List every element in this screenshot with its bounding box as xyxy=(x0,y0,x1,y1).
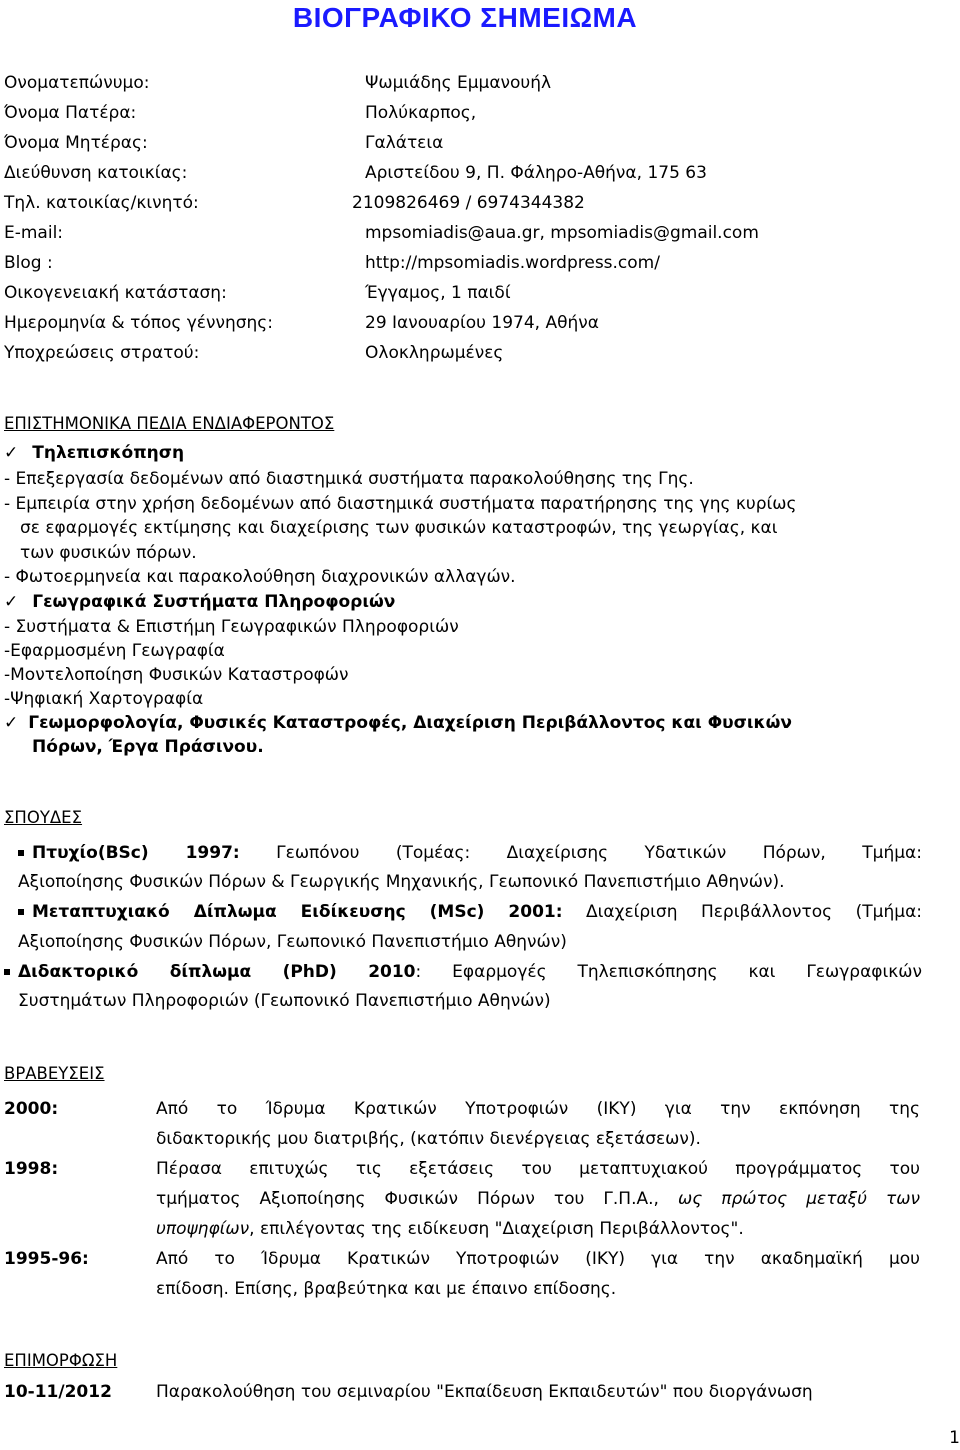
list-item: - Φωτοερμηνεία και παρακολούθηση διαχρονικών αλλαγών. xyxy=(4,567,516,587)
study-phd: Διδακτορικό δίπλωμα (PhD) 2010: Εφαρμογές Τηλεπισκόπησης και Γεωγραφικών xyxy=(4,962,922,982)
list-item: -Ψηφιακή Χαρτογραφία xyxy=(4,689,204,709)
value-name: Ψωμιάδης Εμμανουήλ xyxy=(365,73,552,93)
list-item: των φυσικών πόρων. xyxy=(20,543,197,563)
training-heading: ΕΠΙΜΟΡΦΩΣΗ xyxy=(4,1351,118,1370)
awards-heading: ΒΡΑΒΕΥΣΕΙΣ xyxy=(4,1064,105,1083)
page-number: 1 xyxy=(949,1428,960,1448)
list-item: - Επεξεργασία δεδομένων από διαστημικά συστήματα παρακολούθησης της Γης. xyxy=(4,469,694,489)
list-item: σε εφαρμογές εκτίμησης και διαχείρισης των φυσικών καταστροφών, της γεωργίας, και xyxy=(20,518,778,538)
label-phone: Τηλ. κατοικίας/κινητό: xyxy=(4,193,199,213)
award-text: Από το Ίδρυμα Κρατικών Υποτροφιών (ΙΚΥ) για την εκπόνηση της xyxy=(156,1099,920,1119)
interests-heading: ΕΠΙΣΤΗΜΟΝΙΚΑ ΠΕΔΙΑ ΕΝΔΙΑΦΕΡΟΝΤΟΣ xyxy=(4,414,335,433)
remote-sensing-title: Τηλεπισκόπηση xyxy=(32,443,185,463)
award-text: επίδοση. Επίσης, βραβεύτηκα και με έπαινο επίδοσης. xyxy=(156,1279,617,1299)
label-name: Ονοματεπώνυμο: xyxy=(4,73,150,93)
award-text: Από το Ίδρυμα Κρατικών Υποτροφιών (ΙΚΥ) για την ακαδημαϊκή μου xyxy=(156,1249,920,1269)
value-military: Ολοκληρωμένες xyxy=(365,343,504,363)
label-military: Υποχρεώσεις στρατού: xyxy=(4,343,200,363)
value-family: Έγγαμος, 1 παιδί xyxy=(365,283,511,303)
award-text: υποψηφίων, επιλέγοντας της ειδίκευση "Διαχείριση Περιβάλλοντος". xyxy=(156,1219,744,1239)
award-text: τμήματος Αξιοποίησης Φυσικών Πόρων του Γ.Π.Α., ως πρώτος μεταξύ των xyxy=(156,1189,920,1209)
check-icon: ✓ xyxy=(4,592,19,612)
geomorphology-title-cont: Πόρων, Έργα Πράσινου. xyxy=(32,737,264,757)
study-msc-cont: Αξιοποίησης Φυσικών Πόρων, Γεωπονικό Πανεπιστήμιο Αθηνών) xyxy=(18,932,567,952)
gis-title: Γεωγραφικά Συστήματα Πληροφοριών xyxy=(32,592,396,612)
award-year: 1995-96: xyxy=(4,1249,89,1269)
award-text: διδακτορικής μου διατριβής, (κατόπιν διενέργειας εξετάσεων). xyxy=(156,1129,701,1149)
label-mother: Όνομα Μητέρας: xyxy=(4,133,148,153)
bullet-icon xyxy=(4,969,10,975)
award-year: 2000: xyxy=(4,1099,59,1119)
list-item: - Συστήματα & Επιστήμη Γεωγραφικών Πληροφοριών xyxy=(4,617,459,637)
value-phone: 2109826469 / 6974344382 xyxy=(352,193,585,213)
study-bsc-cont: Αξιοποίησης Φυσικών Πόρων & Γεωργικής Μηχανικής, Γεωπονικό Πανεπιστήμιο Αθηνών). xyxy=(18,872,785,892)
label-address: Διεύθυνση κατοικίας: xyxy=(4,163,188,183)
list-item: -Εφαρμοσμένη Γεωγραφία xyxy=(4,641,225,661)
study-phd-cont: Συστημάτων Πληροφοριών (Γεωπονικό Πανεπιστήμιο Αθηνών) xyxy=(18,991,551,1011)
label-blog: Blog : xyxy=(4,253,53,273)
studies-heading: ΣΠΟΥΔΕΣ xyxy=(4,808,83,827)
list-item: - Εμπειρία στην χρήση δεδομένων από διαστημικά συστήματα παρατήρησης της γης κυρίως xyxy=(4,494,797,514)
value-mother: Γαλάτεια xyxy=(365,133,444,153)
study-msc: Μεταπτυχιακό Δίπλωμα Ειδίκευσης (MSc) 2001: Διαχείριση Περιβάλλοντος (Τμήμα: xyxy=(18,902,922,922)
check-icon: ✓ xyxy=(4,713,19,733)
training-text: Παρακολούθηση του σεμιναρίου "Εκπαίδευση Εκπαιδευτών" που διοργάνωση xyxy=(156,1382,813,1402)
geomorphology-title: Γεωμορφολογία, Φυσικές Καταστροφές, Διαχείριση Περιβάλλοντος και Φυσικών xyxy=(28,713,792,733)
value-birth: 29 Ιανουαρίου 1974, Αθήνα xyxy=(365,313,599,333)
check-icon: ✓ xyxy=(4,443,19,463)
award-text: Πέρασα επιτυχώς τις εξετάσεις του μεταπτυχιακού προγράμματος του xyxy=(156,1159,920,1179)
label-email: E-mail: xyxy=(4,223,64,243)
value-address: Αριστείδου 9, Π. Φάληρο-Αθήνα, 175 63 xyxy=(365,163,707,183)
value-blog[interactable]: http://mpsomiadis.wordpress.com/ xyxy=(365,253,660,273)
label-father: Όνομα Πατέρα: xyxy=(4,103,137,123)
label-birth: Ημερομηνία & τόπος γέννησης: xyxy=(4,313,274,333)
award-year: 1998: xyxy=(4,1159,59,1179)
label-family: Οικογενειακή κατάσταση: xyxy=(4,283,227,303)
page-title: ΒΙΟΓΡΑΦΙΚΟ ΣΗΜΕΙΩΜΑ xyxy=(292,2,638,33)
study-bsc: Πτυχίο(BSc) 1997: Γεωπόνου (Τομέας: Διαχείρισης Υδατικών Πόρων, Τμήμα: xyxy=(18,843,922,863)
training-date: 10-11/2012 xyxy=(4,1382,112,1402)
list-item: -Μοντελοποίηση Φυσικών Καταστροφών xyxy=(4,665,349,685)
bullet-icon xyxy=(18,850,24,856)
value-father: Πολύκαρπος, xyxy=(365,103,477,123)
bullet-icon xyxy=(18,909,24,915)
value-email[interactable]: mpsomiadis@aua.gr, mpsomiadis@gmail.com xyxy=(365,223,759,243)
